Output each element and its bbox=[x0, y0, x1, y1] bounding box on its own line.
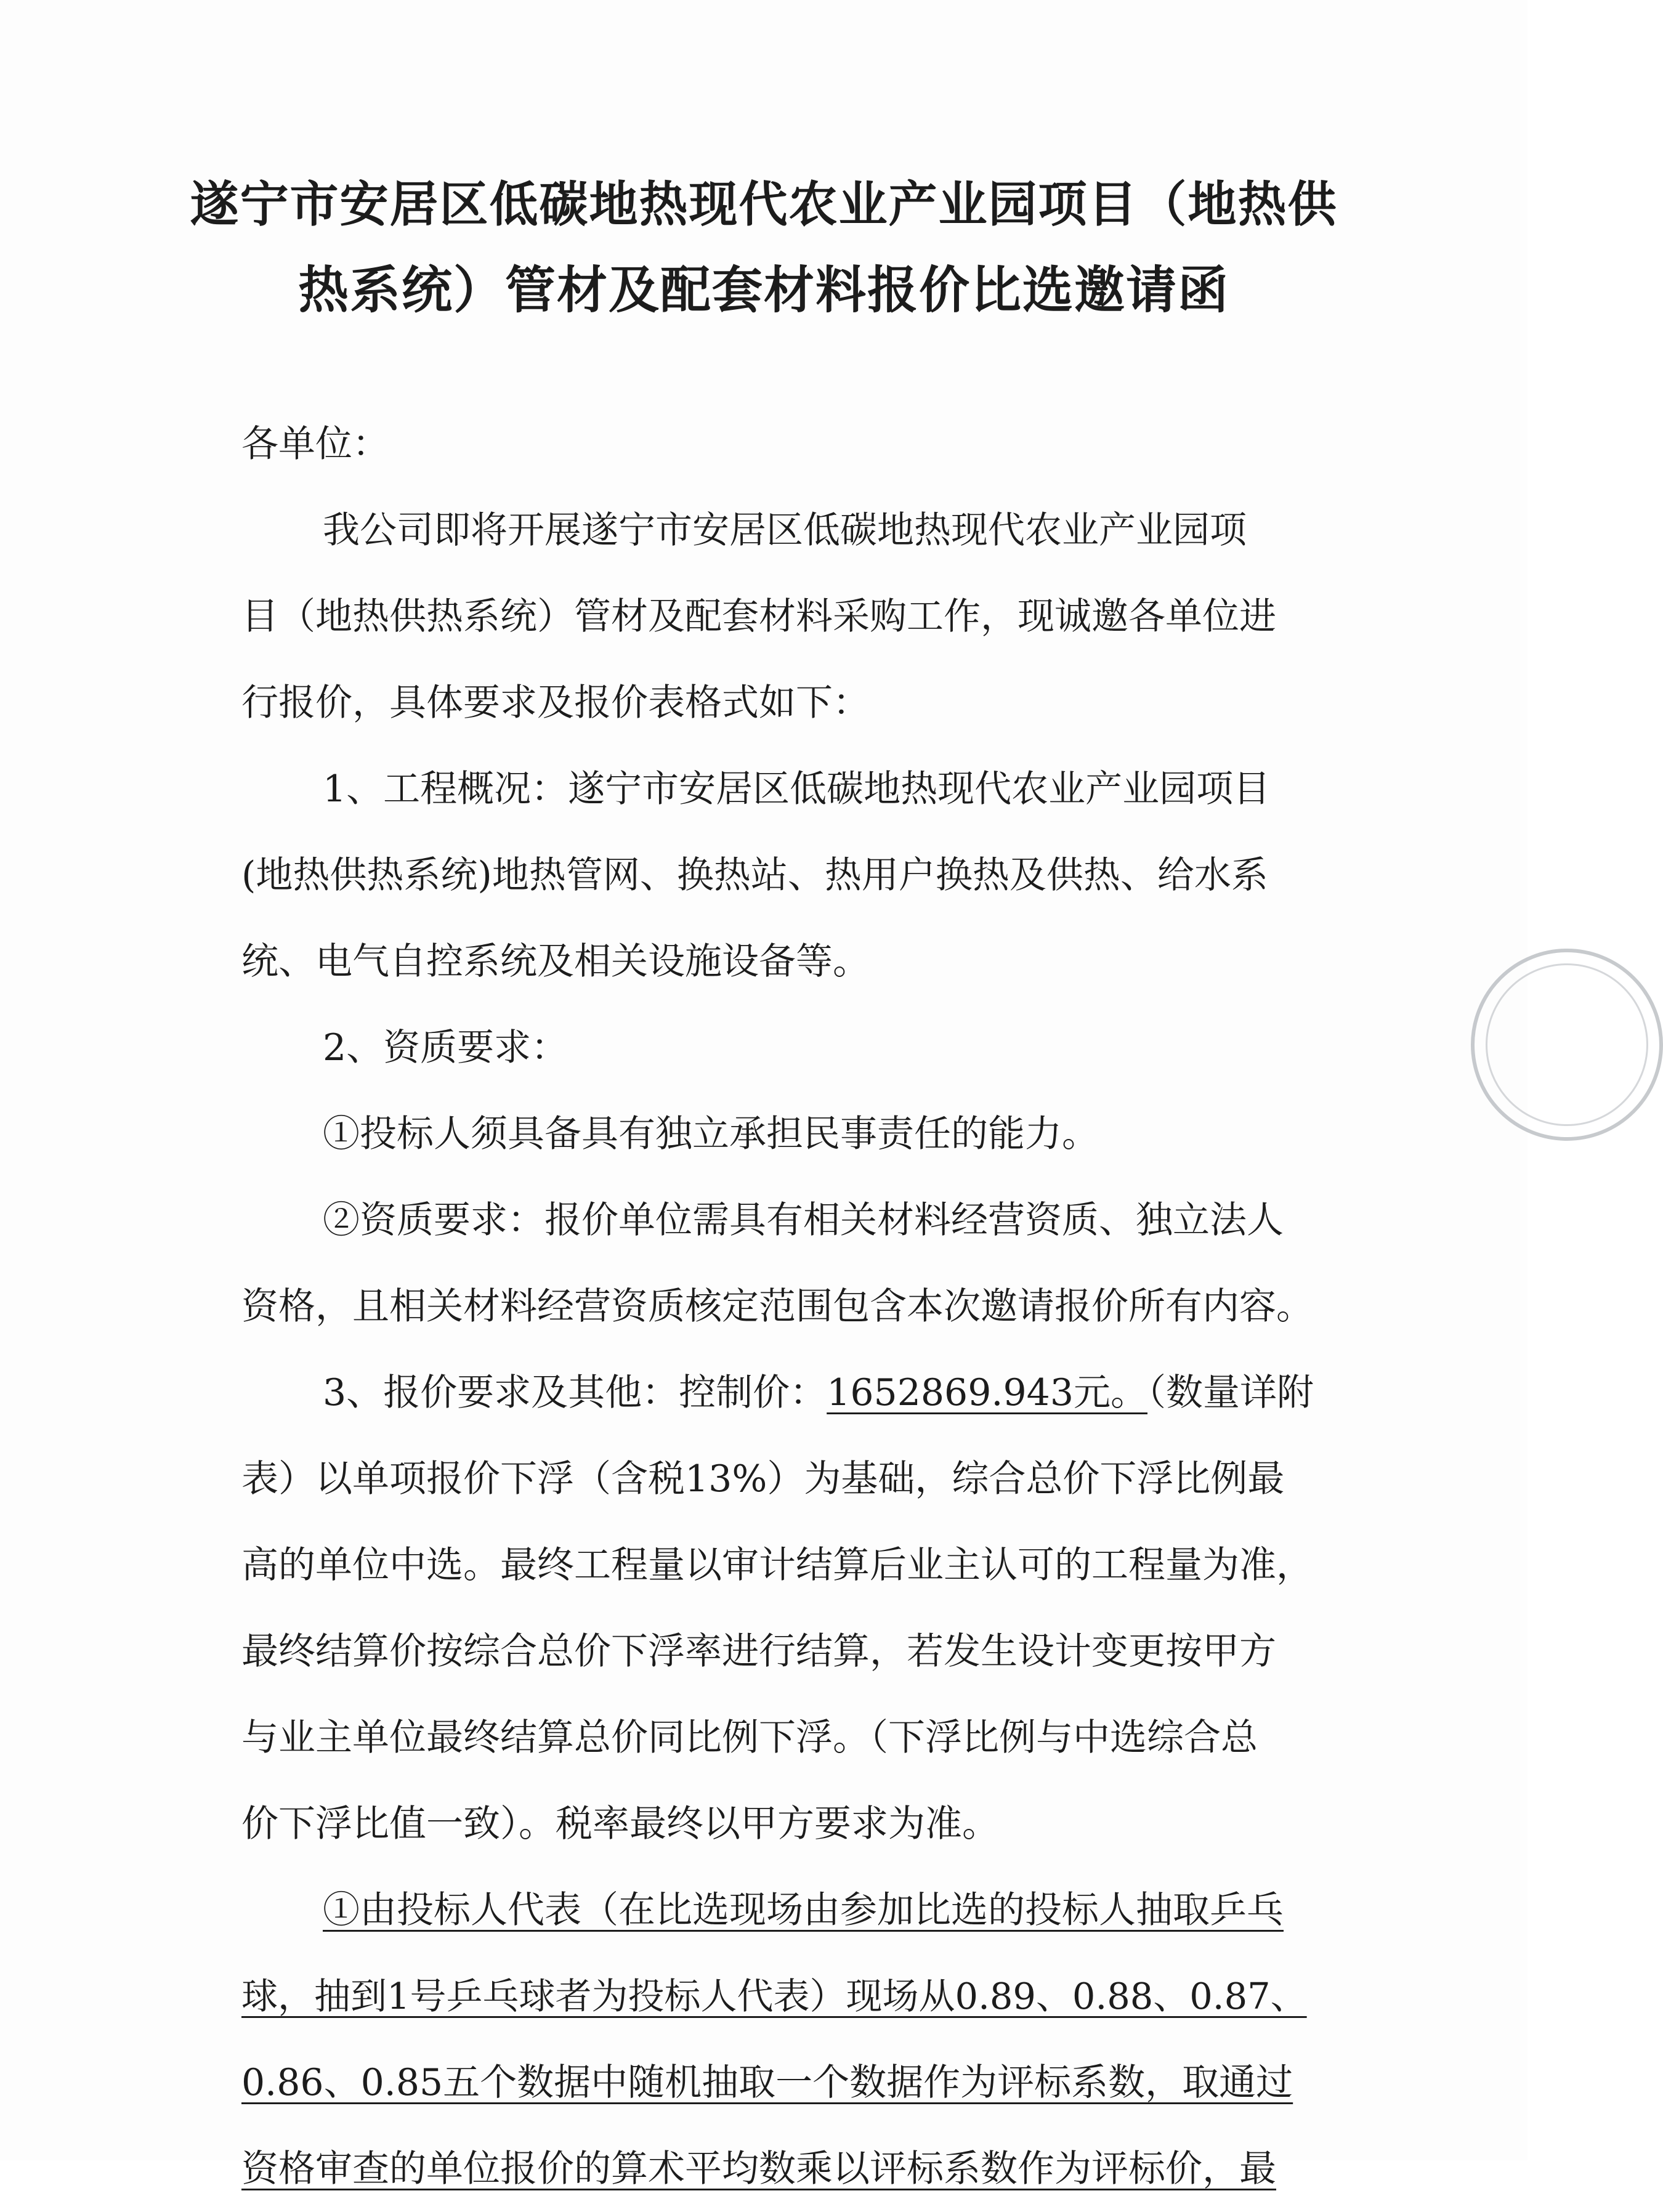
section3-item1-line-4: 资格审查的单位报价的算术平均数乘以评标系数作为评标价，最 bbox=[241, 2147, 1276, 2190]
section2-item2-line-1: ②资质要求：报价单位需具有相关材料经营资质、独立法人 bbox=[323, 1199, 1284, 1242]
section1-line-3: 统、电气自控系统及相关设施设备等。 bbox=[241, 940, 870, 983]
control-price: 1652869.943元。 bbox=[827, 1371, 1147, 1414]
section2-item2-line-2: 资格，且相关材料经营资质核定范围包含本次邀请报价所有内容。 bbox=[241, 1285, 1313, 1328]
title-line-2: 热系统）管材及配套材料报价比选邀请函 bbox=[297, 261, 1229, 320]
section3-line-3: 高的单位中选。最终工程量以审计结算后业主认可的工程量为准， bbox=[241, 1544, 1313, 1587]
section3-lead-tail: （数量详附 bbox=[1147, 1371, 1314, 1414]
section1-line-1: 1、工程概况：遂宁市安居区低碳地热现代农业产业园项目 bbox=[323, 768, 1271, 811]
section3-item1-line-2: 球，抽到1号乒乓球者为投标人代表）现场从0.89、0.88、0.87、 bbox=[241, 1975, 1307, 2017]
section3-line-6: 价下浮比值一致）。税率最终以甲方要求为准。 bbox=[241, 1802, 999, 1845]
section3-item1-line-3: 0.86、0.85五个数据中随机抽取一个数据作为评标系数，取通过 bbox=[241, 2061, 1293, 2104]
section3-line-4: 最终结算价按综合总价下浮率进行结算，若发生设计变更按甲方 bbox=[241, 1630, 1276, 1673]
intro-line-1: 我公司即将开展遂宁市安居区低碳地热现代农业产业园项 bbox=[323, 509, 1247, 552]
section3-item1-line-1: ①由投标人代表（在比选现场由参加比选的投标人抽取乒乓 bbox=[323, 1889, 1284, 1932]
section3-lead-line bbox=[241, 1350, 1313, 1436]
document-body bbox=[241, 401, 1313, 2212]
section2-item1: ①投标人须具备具有独立承担民事责任的能力。 bbox=[323, 1112, 1099, 1156]
section3-lead: 3、报价要求及其他：控制价： bbox=[323, 1371, 827, 1414]
company-seal-stamp bbox=[1471, 949, 1663, 1141]
intro-line-2: 目（地热供热系统）管材及配套材料采购工作，现诚邀各单位进 bbox=[241, 595, 1276, 638]
section3-line-5: 与业主单位最终结算总价同比例下浮。（下浮比例与中选综合总 bbox=[241, 1716, 1258, 1759]
title-line-1: 遂宁市安居区低碳地热现代农业产业园项目（地热供 bbox=[190, 176, 1338, 233]
section1-line-2: (地热供热系统)地热管网、换热站、热用户换热及供热、给水系 bbox=[241, 854, 1268, 897]
section2-heading: 2、资质要求： bbox=[323, 1026, 568, 1069]
intro-line-3: 行报价，具体要求及报价表格式如下： bbox=[241, 681, 870, 724]
document-title bbox=[185, 161, 1343, 334]
salutation: 各单位： bbox=[241, 423, 389, 466]
section3-line-2: 表）以单项报价下浮（含税13%）为基础，综合总价下浮比例最 bbox=[241, 1457, 1285, 1501]
